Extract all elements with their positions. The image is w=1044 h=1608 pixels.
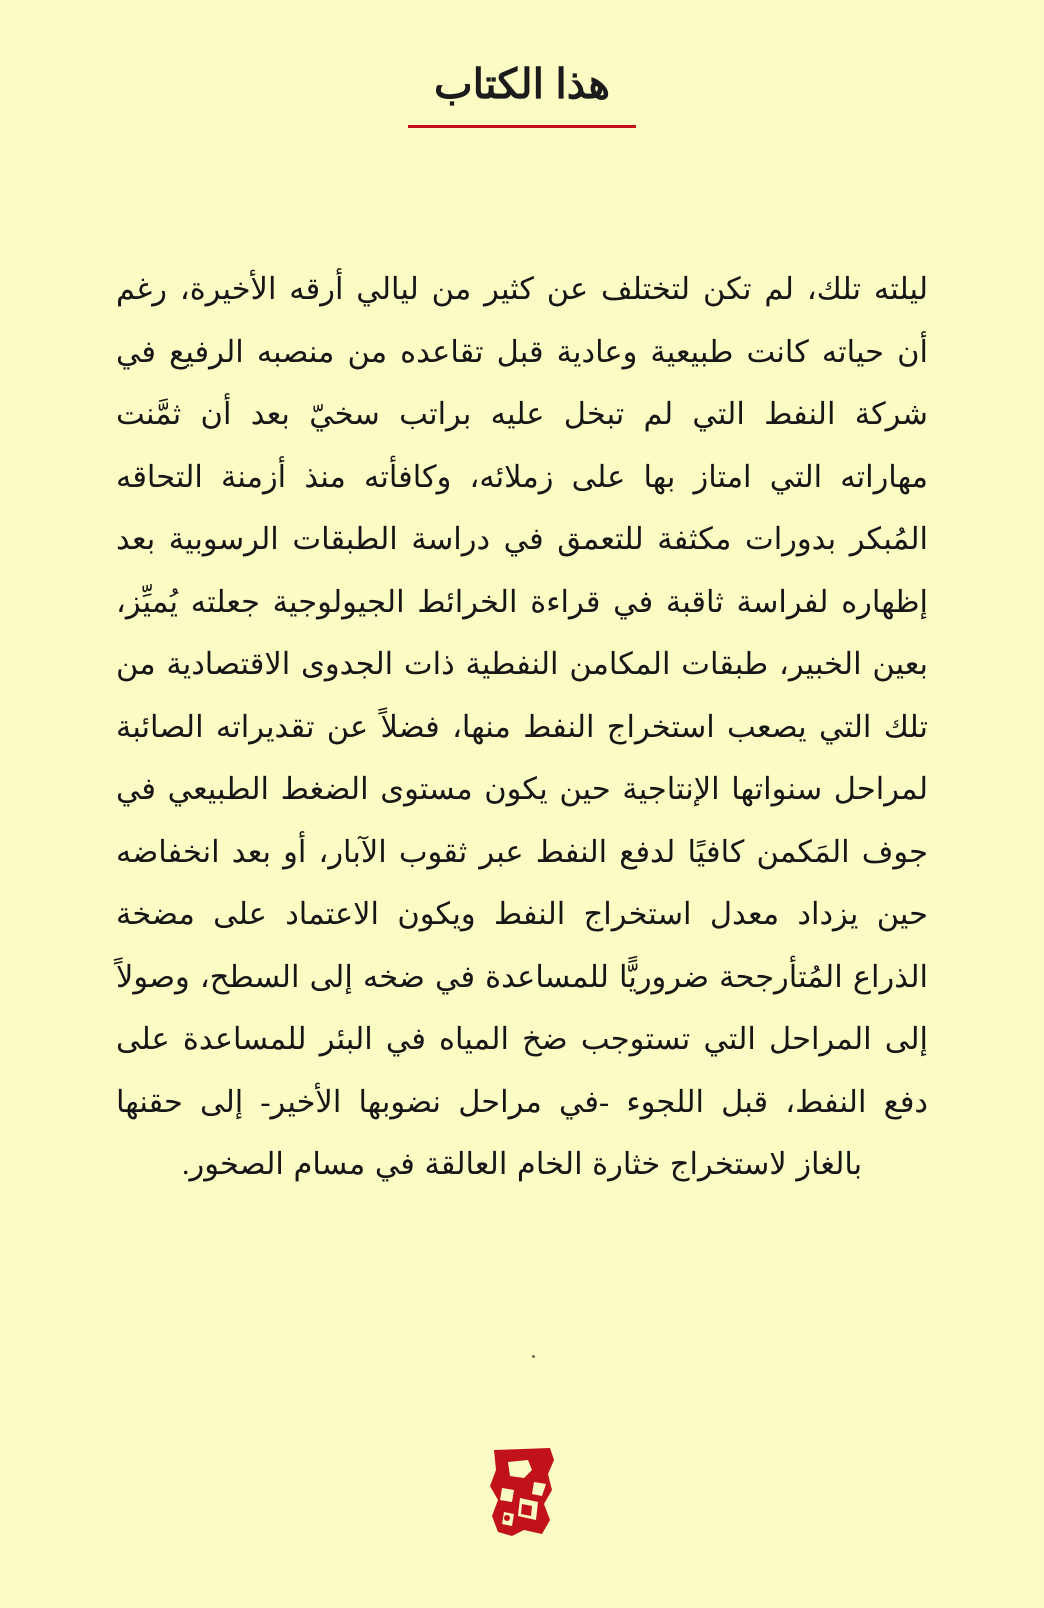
page-header — [0, 0, 1044, 128]
page-title: هذا الكتاب — [434, 61, 610, 107]
stray-ink-dot — [532, 1355, 535, 1358]
title-underline-rule — [408, 125, 636, 128]
body-text-block — [116, 258, 928, 1196]
publisher-stamp-icon — [484, 1444, 560, 1540]
back-cover-paragraph: ليلته تلك، لم تكن لتختلف عن كثير من ليالي أرقه الأخيرة، رغم أن حياته كانت طبيعية وعادية قبل تقاعده من منصبه الرفيع في شركة النفط التي لم تبخل عليه براتب سخيّ بعد أن ثمَّنت مهاراته التي امتاز بها على زملائه، وكافأته منذ أزمنة التحاقه المُبكر بدورات مكثفة للتعمق في دراسة الطبقات الرسوبية بعد إظهاره لفراسة ثاقبة في قراءة الخرائط الجيولوجية جعلته يُميِّز، بعين الخبير، طبقات المكامن النفطية ذات الجدوى الاقتصادية من تلك التي يصعب استخراج النفط منها، فضلاً عن تقديراته الصائبة لمراحل سنواتها الإنتاجية حين يكون مستوى الضغط الطبيعي في جوف المَكمن كافيًا لدفع النفط عبر ثقوب الآبار، أو بعد انخفاضه حين يزداد معدل استخراج النفط ويكون الاعتماد على مضخة الذراع المُتأرجحة ضروريًّا للمساعدة في ضخه إلى السطح، وصولاً إلى المراحل التي تستوجب ضخ المياه في البئر للمساعدة على دفع النفط، قبل اللجوء -في مراحل نضوبها الأخير- إلى حقنها بالغاز لاستخراج خثارة الخام العالقة في مسام الصخور. — [116, 272, 928, 1182]
publisher-colophon — [0, 1444, 1044, 1540]
